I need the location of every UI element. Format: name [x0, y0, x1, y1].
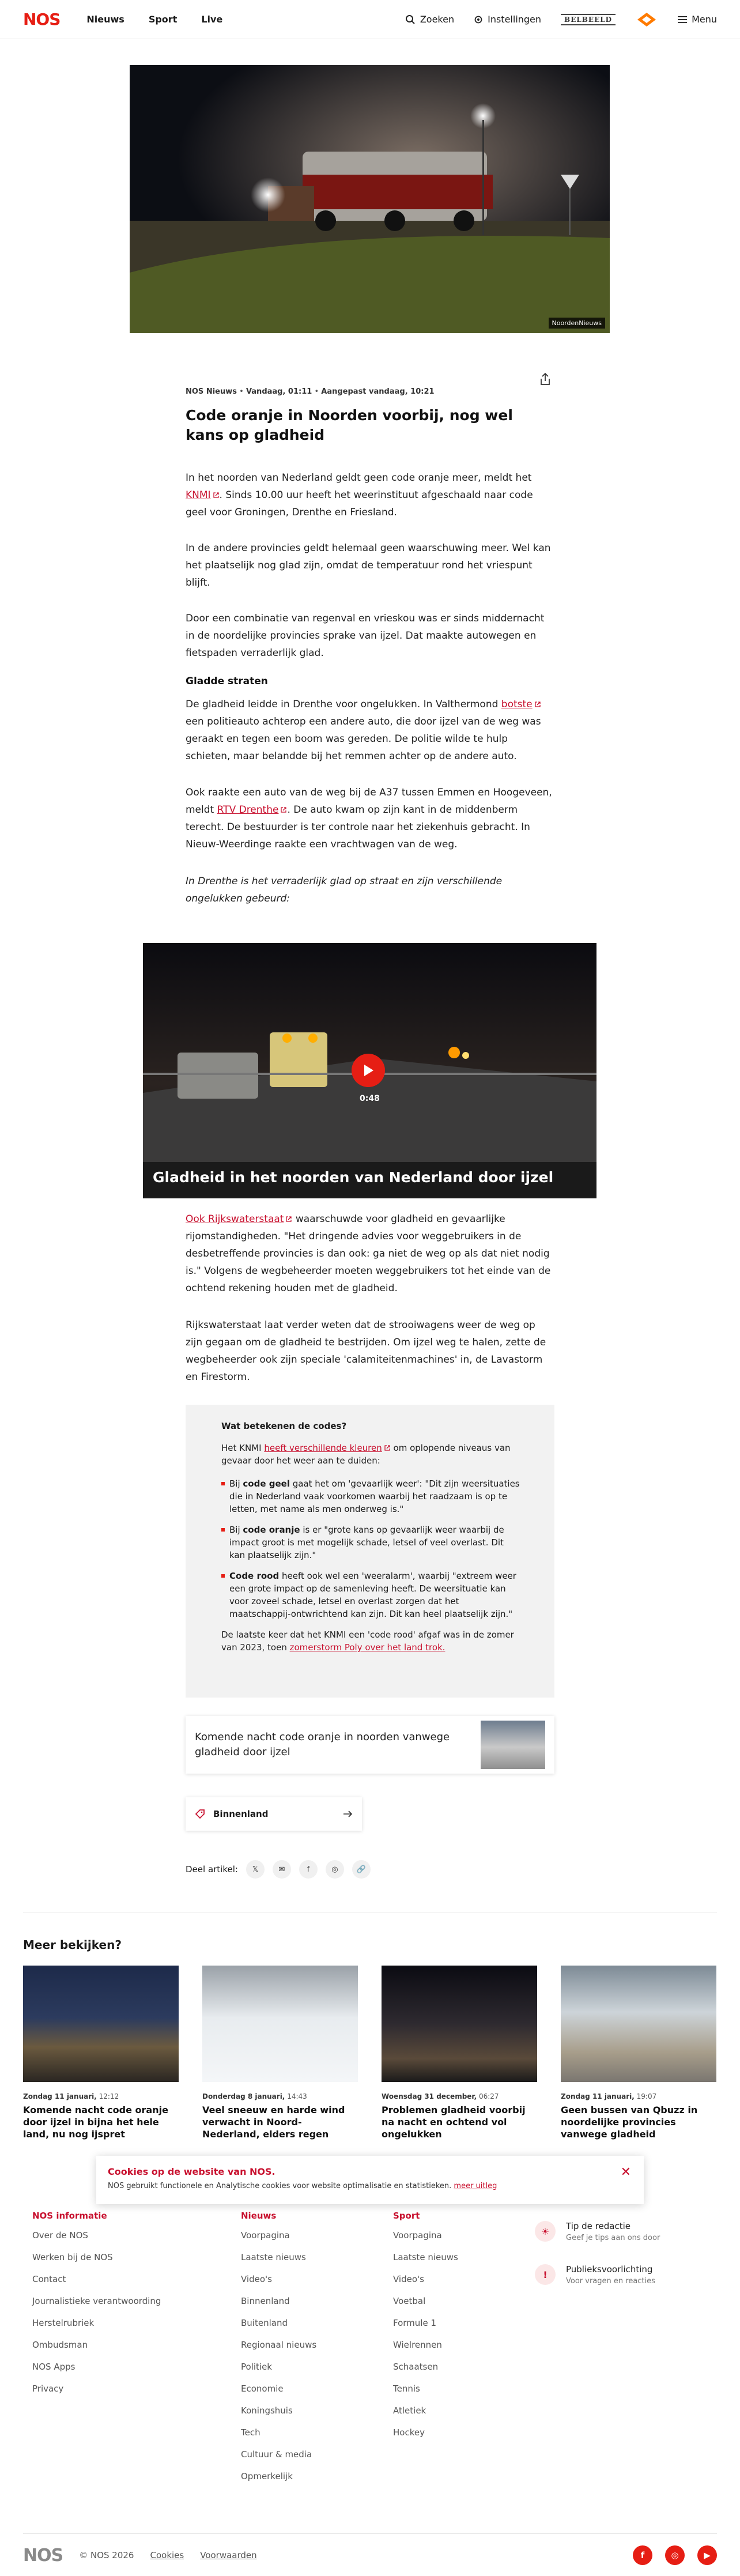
- footer-link[interactable]: Economie: [241, 2383, 284, 2394]
- footer-link[interactable]: Voorpagina: [393, 2230, 442, 2241]
- email-share-icon[interactable]: ✉: [273, 1860, 291, 1879]
- footer-link[interactable]: Tennis: [393, 2383, 420, 2394]
- nos-logo[interactable]: NOS: [23, 10, 61, 29]
- card-date-day: Zondag 11 januari,: [561, 2092, 635, 2100]
- footer-heading: NOS informatie: [32, 2211, 107, 2221]
- card-date-day: Zondag 11 januari,: [23, 2092, 97, 2100]
- tip-redactie[interactable]: [535, 2221, 660, 2242]
- npo-logo-icon[interactable]: [635, 12, 658, 28]
- footer-link[interactable]: Over de NOS: [32, 2230, 88, 2241]
- related-thumbnail: [481, 1721, 545, 1769]
- card-thumbnail: [382, 1966, 537, 2082]
- footer-link[interactable]: Cultuur & media: [241, 2449, 312, 2460]
- related-title: Komende nacht code oranje in noorden vanwege gladheid door ijzel: [195, 1731, 450, 1758]
- whatsapp-share-icon[interactable]: ◎: [326, 1860, 344, 1879]
- more-card[interactable]: [382, 1966, 537, 2140]
- more-card[interactable]: [202, 1966, 358, 2140]
- copy-link-icon[interactable]: 🔗: [352, 1860, 371, 1879]
- cookie-title: Cookies op de website van NOS.: [108, 2166, 275, 2177]
- menu-label: Menu: [692, 14, 717, 25]
- list-item: [221, 1570, 520, 1620]
- gear-icon: [474, 15, 483, 24]
- code-label: code oranje: [243, 1525, 300, 1535]
- video-duration: 0:48: [360, 1094, 380, 1103]
- article-updated: Aangepast vandaag, 10:21: [321, 387, 435, 396]
- text: Ook raakte een auto van de weg bij de A37 tussen Emmen en Hoogeveen, meldt: [186, 787, 552, 816]
- list-item: [221, 1523, 520, 1562]
- footer-link[interactable]: Herstelrubriek: [32, 2318, 95, 2328]
- cookie-more-link[interactable]: meer uitleg: [454, 2182, 497, 2190]
- info-icon: !: [535, 2264, 556, 2285]
- rijkswaterstaat-link[interactable]: Ook Rijkswaterstaat: [186, 1213, 284, 1225]
- article-title: Code oranje in Noorden voorbij, nog wel kans op gladheid: [186, 407, 513, 443]
- italic-text: In Drenthe is het verraderlijk glad op straat en zijn verschillende ongelukken gebeurd:: [186, 876, 503, 904]
- subheading: Gladde straten: [186, 676, 268, 687]
- footer-heading: Sport: [393, 2211, 420, 2221]
- menu-button[interactable]: [678, 14, 717, 25]
- rtv-drenthe-link[interactable]: RTV Drenthe: [217, 804, 279, 816]
- brand-logo[interactable]: BELBEELD: [561, 14, 616, 25]
- footer-link[interactable]: Video's: [241, 2274, 272, 2284]
- card-date-time: 19:07: [634, 2092, 657, 2100]
- infobox-intro: [221, 1442, 520, 1467]
- footer-link[interactable]: Wielrennen: [393, 2340, 442, 2350]
- text: In het noorden van Nederland geldt geen code oranje meer, meldt het: [186, 472, 532, 484]
- header-actions: [405, 12, 717, 28]
- article-paragraph: Rijkswaterstaat laat verder weten dat de strooiwagens weer de weg op zijn gegaan om de gladheid te bestrijden. Om ijzel weg te halen, zette de wegbeheerder ook zijn speciale 'calamiteitenmachines' in, de Lavastorm en Firestorm.: [186, 1319, 546, 1383]
- hamburger-icon: [678, 16, 687, 24]
- article-paragraph: [186, 784, 554, 853]
- infobox-title: Wat betekenen de codes?: [221, 1421, 347, 1431]
- footer-link[interactable]: Hockey: [393, 2427, 425, 2438]
- footer-col-sport: [393, 2211, 458, 2449]
- text: om oplopende niveaus van gevaar door het weer aan te duiden:: [221, 1443, 511, 1466]
- tip-title: Tip de redactie: [566, 2221, 630, 2231]
- external-link-icon: [280, 806, 287, 813]
- hero-photo: [130, 65, 610, 333]
- footer-link[interactable]: Tech: [241, 2427, 260, 2438]
- video-title: Gladheid in het noorden van Nederland door ijzel: [153, 1169, 554, 1186]
- poly-link[interactable]: zomerstorm Poly over het land trok.: [289, 1642, 445, 1653]
- search-button[interactable]: [405, 14, 454, 25]
- tag-label: Binnenland: [213, 1809, 269, 1819]
- play-icon: [363, 1064, 374, 1077]
- meta-separator: •: [314, 387, 322, 396]
- site-header: [0, 0, 740, 39]
- card-thumbnail: [23, 1966, 179, 2082]
- search-icon: [405, 14, 416, 25]
- card-date-day: Woensdag 31 december,: [382, 2092, 477, 2100]
- facebook-icon[interactable]: f: [633, 2545, 652, 2565]
- footer-link[interactable]: Video's: [393, 2274, 424, 2284]
- botste-link[interactable]: botste: [501, 699, 533, 710]
- card-date: [382, 2092, 537, 2100]
- publieksvoorlichting[interactable]: [535, 2264, 655, 2285]
- text: De gladheid leidde in Drenthe voor ongelukken. In Valthermond: [186, 699, 501, 710]
- kleuren-link[interactable]: heeft verschillende kleuren: [264, 1443, 382, 1453]
- footer-link[interactable]: Atletiek: [393, 2405, 426, 2416]
- nav-sport[interactable]: Sport: [148, 14, 178, 25]
- footer-bottom: [23, 2539, 717, 2571]
- text: Het KNMI: [221, 1443, 265, 1453]
- cookie-text: [108, 2182, 632, 2190]
- card-title: Geen bussen van Qbuzz in noordelijke provincies vanwege gladheid: [561, 2104, 698, 2140]
- footer-link[interactable]: NOS Apps: [32, 2362, 75, 2372]
- tip-title: Publieksvoorlichting: [566, 2264, 653, 2275]
- external-link-icon: [534, 701, 541, 708]
- card-thumbnail: [561, 1966, 716, 2082]
- card-date-time: 14:43: [285, 2092, 307, 2100]
- codes-list: [221, 1477, 520, 1620]
- footer-logo[interactable]: NOS: [23, 2545, 63, 2566]
- article-paragraph: [186, 1210, 554, 1297]
- tip-subtitle: Voor vragen en reacties: [566, 2277, 655, 2285]
- meta-separator: •: [239, 387, 246, 396]
- article-paragraph: [186, 469, 554, 521]
- footer-link[interactable]: Journalistieke verantwoording: [32, 2296, 161, 2306]
- external-link-icon: [384, 1444, 391, 1451]
- text: . Sinds 10.00 uur heeft het weerinstituut afgeschaald naar code geel voor Groningen, Drenthe en Friesland.: [186, 489, 533, 518]
- text: Bij: [229, 1479, 243, 1489]
- card-date: [23, 2092, 179, 2100]
- tag-binnenland-button[interactable]: [186, 1797, 362, 1831]
- footer-link[interactable]: Buitenland: [241, 2318, 288, 2328]
- footer-link[interactable]: Werken bij de NOS: [32, 2252, 113, 2262]
- footer-link[interactable]: Politiek: [241, 2362, 272, 2372]
- article-paragraph: Door een combinatie van regenval en vrieskou was er sinds middernacht in de noordelijke provincies sprake van ijzel. Dat maakte autowegen en fietspaden verraderlijk glad.: [186, 613, 545, 659]
- play-button[interactable]: [352, 1054, 385, 1087]
- footer-link[interactable]: Voetbal: [393, 2296, 426, 2306]
- card-thumbnail: [202, 1966, 358, 2082]
- article-meta: [186, 387, 554, 396]
- cookie-banner: [96, 2156, 644, 2204]
- article-source: NOS Nieuws: [186, 387, 237, 396]
- settings-label: Instellingen: [488, 14, 542, 25]
- footer-col-nieuws: [241, 2211, 316, 2493]
- text: gaat het om 'gevaarlijk weer': "Dit zijn weersituaties die in Nederland vaak voorkomen waarbij het raadzaam is op te letten, met name als men onderweg is.": [229, 1479, 520, 1514]
- close-icon[interactable]: ✕: [620, 2165, 631, 2179]
- nav-nieuws[interactable]: Nieuws: [86, 14, 124, 25]
- cookies-link[interactable]: Cookies: [150, 2550, 184, 2560]
- footer-link[interactable]: Laatste nieuws: [393, 2252, 458, 2262]
- text: Bij: [229, 1525, 243, 1535]
- footer-link[interactable]: Privacy: [32, 2383, 64, 2394]
- hero-image: [130, 65, 610, 333]
- copyright: © NOS 2026: [79, 2550, 134, 2560]
- card-title: Problemen gladheid voorbij na nacht en ochtend vol ongelukken: [382, 2104, 526, 2140]
- codes-infobox: [186, 1405, 554, 1698]
- code-label: code geel: [243, 1479, 290, 1489]
- card-date-day: Donderdag 8 januari,: [202, 2092, 285, 2100]
- facebook-share-icon[interactable]: f: [299, 1860, 318, 1879]
- article-published: Vandaag, 01:11: [246, 387, 312, 396]
- youtube-icon[interactable]: ▶: [697, 2545, 717, 2565]
- card-date: [561, 2092, 716, 2100]
- main-nav: [86, 14, 222, 25]
- article-paragraph: [186, 696, 554, 765]
- share-icon[interactable]: [539, 372, 552, 386]
- card-date-time: 06:27: [477, 2092, 499, 2100]
- card-date-time: 12:12: [96, 2092, 119, 2100]
- nav-live[interactable]: Live: [201, 14, 223, 25]
- more-title: Meer bekijken?: [23, 1938, 122, 1952]
- text: De laatste keer dat het KNMI een 'code rood' afgaf was in de zomer van 2023, toen: [221, 1630, 514, 1653]
- external-link-icon: [213, 492, 220, 499]
- text: NOS gebruikt functionele en Analytische cookies voor website optimalisatie en statistieken.: [108, 2182, 452, 2190]
- article-paragraph: [186, 873, 554, 907]
- tip-subtitle: Geef je tips aan ons door: [566, 2234, 660, 2242]
- social-links: [633, 2545, 717, 2565]
- code-label: Code rood: [229, 1571, 280, 1581]
- photo-credit: NoordenNieuws: [549, 318, 606, 329]
- list-item: [221, 1477, 520, 1515]
- divider: [23, 2533, 717, 2534]
- card-date: [202, 2092, 358, 2100]
- footer-link[interactable]: Laatste nieuws: [241, 2252, 306, 2262]
- card-title: Komende nacht code oranje door ijzel in bijna het hele land, nu nog ijspret: [23, 2104, 168, 2140]
- infobox-outro: [221, 1628, 520, 1654]
- text: waarschuwde voor gladheid en gevaarlijke rijomstandigheden. "Het dringende advies voor weggebruikers in de desbetreffende provincies is dan ook: ga niet de weg op als dat niet nodig is." Volgens de wegbeheerder moeten weggebruikers tot het einde van de ochtend rekening houden met de gladheid.: [186, 1213, 551, 1294]
- card-title: Veel sneeuw en harde wind verwacht in Noord-Nederland, elders regen: [202, 2104, 345, 2140]
- voorwaarden-link[interactable]: Voorwaarden: [200, 2550, 257, 2560]
- x-share-icon[interactable]: 𝕏: [246, 1860, 265, 1879]
- footer-link[interactable]: Koningshuis: [241, 2405, 293, 2416]
- settings-button[interactable]: [474, 14, 541, 25]
- knmi-link[interactable]: KNMI: [186, 489, 211, 501]
- footer-link[interactable]: Regionaal nieuws: [241, 2340, 317, 2350]
- more-card[interactable]: [23, 1966, 179, 2140]
- footer-link[interactable]: Voorpagina: [241, 2230, 290, 2241]
- footer-link[interactable]: Opmerkelijk: [241, 2471, 293, 2481]
- footer-link[interactable]: Schaatsen: [393, 2362, 439, 2372]
- instagram-icon[interactable]: ◎: [665, 2545, 685, 2565]
- search-label: Zoeken: [420, 14, 455, 25]
- external-link-icon: [285, 1216, 292, 1223]
- arrow-right-icon: [343, 1811, 353, 1817]
- share-article: [186, 1860, 371, 1879]
- more-card[interactable]: [561, 1966, 716, 2140]
- text: heeft ook wel een 'weeralarm', waarbij "extreem weer een grote impact op de samenleving heeft. De weersituatie kan voor zoveel schade, letsel en overlast zorgen dat het maatschappij-ontwrichtend kan zijn. Dit kan heel plaatselijk zijn.": [229, 1571, 516, 1619]
- footer-link[interactable]: Ombudsman: [32, 2340, 88, 2350]
- footer-heading: Nieuws: [241, 2211, 277, 2221]
- lightbulb-icon: ☀: [535, 2221, 556, 2242]
- article-paragraph: In de andere provincies geldt helemaal geen waarschuwing meer. Wel kan het plaatselijk nog glad zijn, omdat de temperatuur rond het vriespunt blijft.: [186, 542, 551, 589]
- text: een politieauto achterop een andere auto, die door ijzel van de weg was geraakt en tegen een boom was gereden. De politie wilde te hulp schieten, maar belandde bij het remmen achter op de andere auto.: [186, 716, 541, 762]
- text: is er "grote kans op gevaarlijk weer waarbij de impact groot is met mogelijk schade, letsel of veel overlast. Dit kan plaatselijk zijn.": [229, 1525, 504, 1560]
- text: . De auto kwam op zijn kant in de middenberm terecht. De bestuurder is ter controle naar het ziekenhuis gebracht. In Nieuw-Weerdinge raakte een vrachtwagen van de weg.: [186, 804, 530, 850]
- share-label: Deel artikel:: [186, 1864, 238, 1875]
- footer-link[interactable]: Contact: [32, 2274, 66, 2284]
- footer-link[interactable]: Binnenland: [241, 2296, 290, 2306]
- footer-link[interactable]: Formule 1: [393, 2318, 436, 2328]
- tag-icon: [195, 1809, 205, 1819]
- related-article-card[interactable]: [186, 1716, 554, 1774]
- footer-col-nos-informatie: [32, 2211, 161, 2405]
